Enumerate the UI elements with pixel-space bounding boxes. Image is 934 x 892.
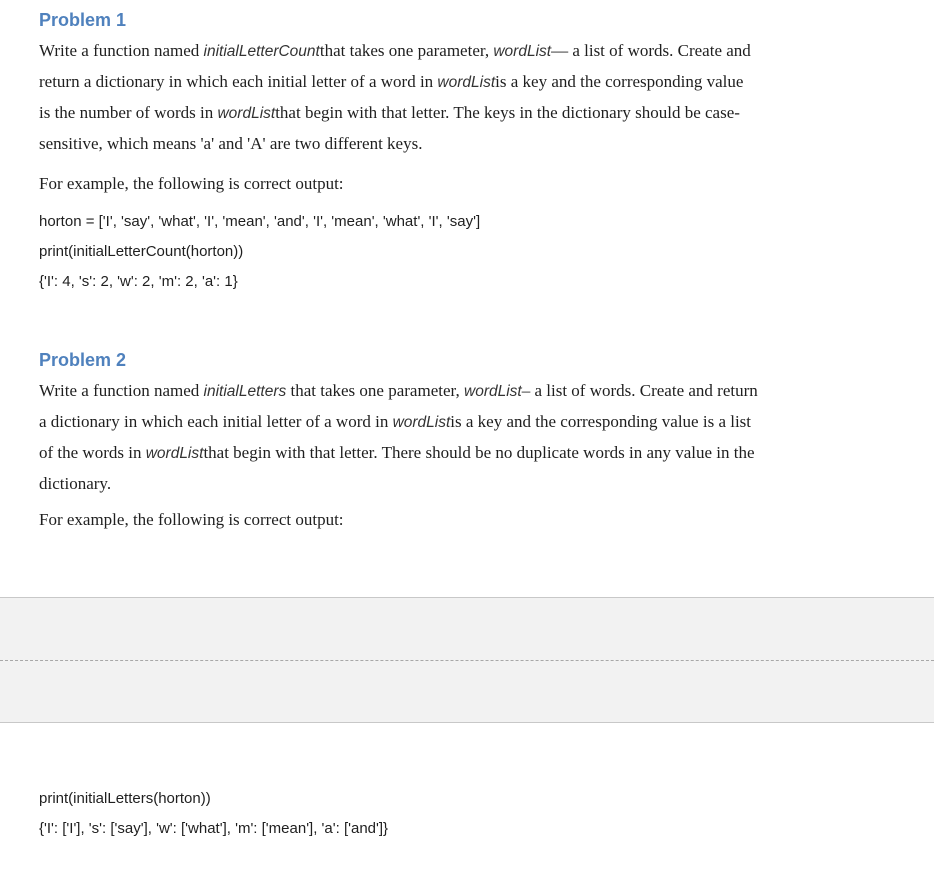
problem-1-text: is a key and the corresponding value: [495, 72, 744, 91]
code-line: print(initialLetterCount(horton)): [39, 243, 244, 260]
page-break-line: [0, 660, 934, 661]
problem-2-text: – a list of words. Create and return: [521, 381, 758, 400]
problem-1-param-name: wordList: [217, 105, 276, 122]
problem-1-param-name: wordList: [437, 74, 496, 91]
problem-1-text: that takes one parameter,: [319, 41, 494, 60]
problem-1-text: Write a function named: [39, 41, 204, 60]
problem-2-text: a dictionary in which each initial letter of a word in: [39, 412, 393, 431]
problem-1-title: Problem 1: [39, 10, 127, 30]
problem-1-text: return a dictionary in which each initial letter of a word in: [39, 72, 438, 91]
problem-1-text: sensitive, which means 'a' and 'A' are two different keys.: [39, 134, 423, 153]
problem-2-param-name: wordList: [145, 445, 204, 462]
problem-2-description: [39, 376, 899, 499]
page-break-gap: [0, 597, 934, 723]
problem-1-param-name: wordList: [493, 43, 552, 60]
problem-2-title: Problem 2: [39, 350, 127, 370]
problem-1-text: — a list of words. Create and: [551, 41, 751, 60]
problem-1-example-intro: For example, the following is correct output:: [39, 174, 344, 193]
problem-2-text: that takes one parameter,: [286, 381, 464, 400]
problem-1-description: [39, 36, 899, 159]
problem-2-text: that begin with that letter. There should be no duplicate words in any value in the: [203, 443, 755, 462]
problem-1-text: is the number of words in: [39, 103, 218, 122]
problem-2-function-name: initialLetters: [203, 383, 287, 400]
problem-2-param-name: wordList: [392, 414, 451, 431]
problem-2-section: [39, 347, 899, 535]
problem-1-section: [39, 7, 899, 297]
problem-2-text: dictionary.: [39, 474, 112, 493]
code-line: {'I': ['I'], 's': ['say'], 'w': ['what'], 'm': ['mean'], 'a': ['and']}: [39, 820, 389, 837]
problem-2-example-intro: For example, the following is correct output:: [39, 510, 344, 529]
problem-2-code-block: [39, 784, 899, 844]
problem-2-text: of the words in: [39, 443, 146, 462]
code-line: {'I': 4, 's': 2, 'w': 2, 'm': 2, 'a': 1}: [39, 273, 238, 290]
problem-2-text: Write a function named: [39, 381, 204, 400]
problem-2-text: is a key and the corresponding value is a list: [450, 412, 752, 431]
code-line: print(initialLetters(horton)): [39, 790, 211, 807]
problem-2-param-name: wordList: [464, 383, 522, 400]
problem-1-code-block: [39, 207, 899, 297]
code-line: horton = ['I', 'say', 'what', 'I', 'mean', 'and', 'I', 'mean', 'what', 'I', 'say']: [39, 213, 481, 230]
problem-1-function-name: initialLetterCount: [203, 43, 320, 60]
problem-1-text: that begin with that letter. The keys in the dictionary should be case-: [275, 103, 740, 122]
